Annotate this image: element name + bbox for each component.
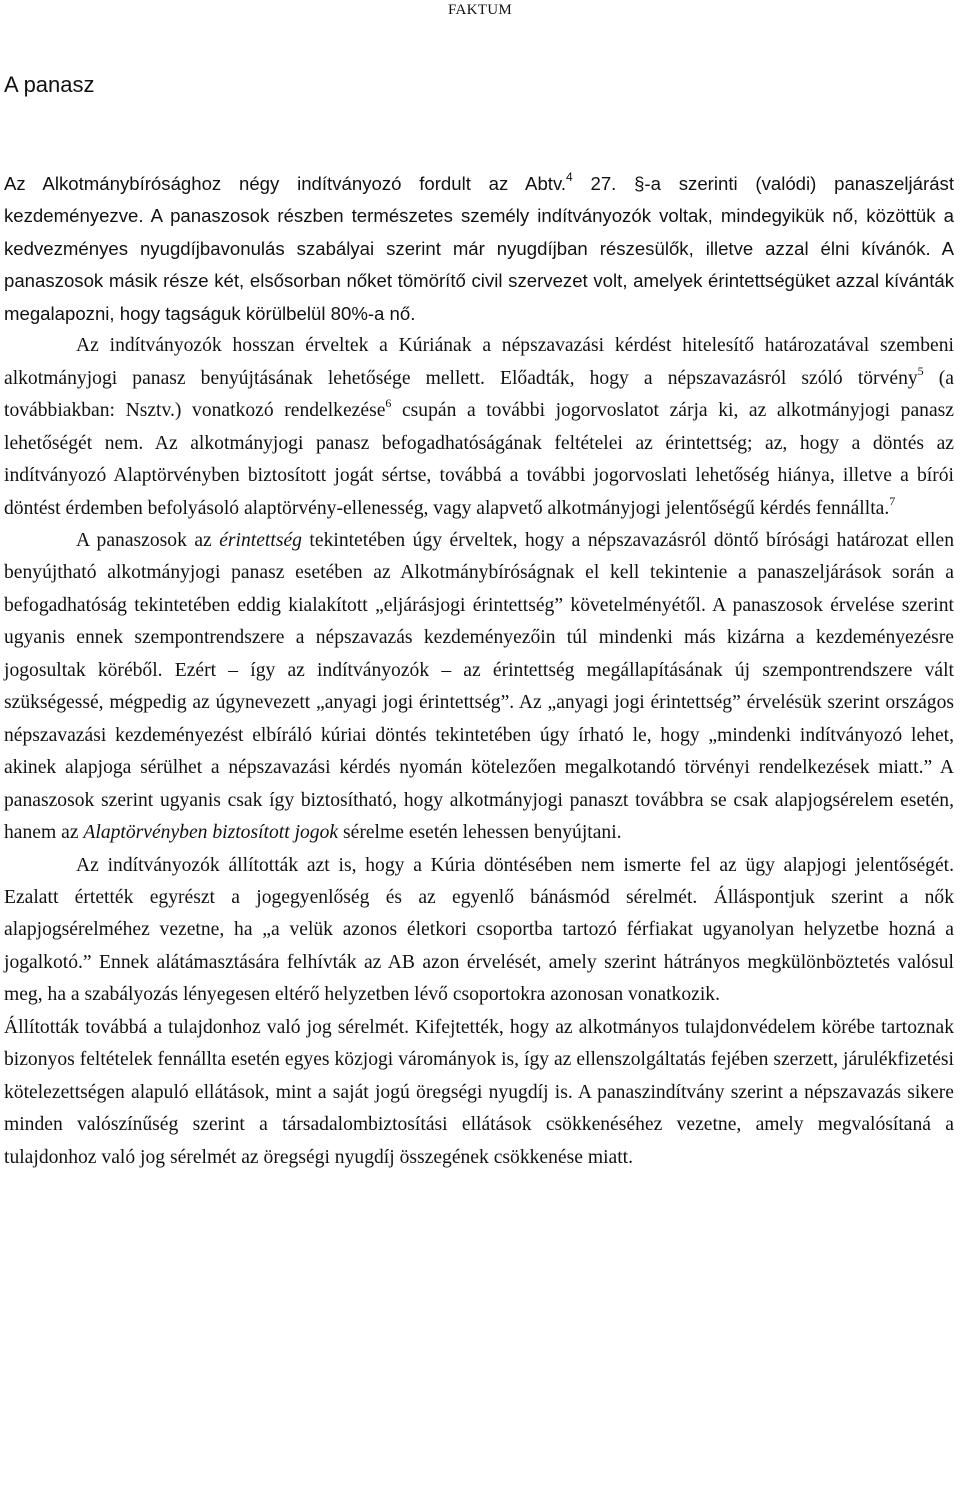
footnote-ref-5[interactable]: 5 [917,363,924,378]
paragraph-3-text-b: tekintetében úgy érveltek, hogy a népszavazásról döntő bírósági határozat ellen benyújtható alkotmányjogi panasz esetében az Alkotmánybíróságnak el kell tekintenie a panaszeljárások során a befogadhatóság tekintetében eddig kialakított „eljárásjogi érintettség” követelményétől. A panaszosok érvelése szerint ugyanis ennek szempontrendszere a népszavazás kezdeményezőin túl mindenki más kizárna a kezdeményezésre jogosultak köréből. Ezért – így az indítványozók – az érintettség megállapításának új szempontrendszere vált szükségessé, mégpedig az úgynevezett „anyagi jogi érintettség”. Az „anyagi jogi érintettség” érvelésük szerint országos népszavazási kezdeményezést elbíráló kúriai döntés tekintetében úgy írható le, hogy „mindenki indítványozó lehet, akinek alapjoga sérülhet a népszavazási kérdés nyomán kötelezően megalkotandó törvényi rendelkezések miatt.” A panaszosok szerint ugyanis csak így biztosítható, hogy alkotmányjogi panaszt továbbra se csak alapjogsérelem esetén, hanem az [4,529,954,844]
paragraph-4-text: Az indítványozók állították azt is, hogy a Kúria döntésében nem ismerte fel az ügy alapjogi jelentőségét. Ezalatt értették egyrészt a jogegyenlőség és az egyenlő bánásmód sérelmét. Álláspontjuk szerint a nők alapjogsérelméhez vezetne, ha „a velük azonos életkori csoportba tartozó férfiakat ugyanolyan helyzetbe hozná a jogalkotó.” Ennek alátámasztására felhívták az AB azon érvelését, amely szerint hátrányos megkülönböztetés valósul meg, ha a szabályozás lényegesen eltérő helyzetben lévő csoportokra azonosan vonatkozik. [4,854,954,1006]
running-header [0,2,960,19]
paragraph-1 [4,168,954,330]
paragraph-2-text-c: csupán a további jogorvoslatot zárja ki, az alkotmányjogi panasz lehetőségét nem. Az alkotmányjogi panasz befogadhatóságának feltételei az érintettség; az, hogy a döntés az indítványozó Alaptörvényben biztosított jogát sértse, továbbá a további jogorvoslati lehetőség hiánya, illetve a bírói döntést érdemben befolyásoló alaptörvény-ellenesség, vagy alapvető alkotmányjogi jelentőségű kérdés fennállta. [4,400,954,519]
paragraph-2 [4,330,954,525]
section-title: A panasz [4,72,95,97]
paragraph-5 [4,1012,954,1174]
paragraph-3-emphasis-a: érintettség [219,529,302,551]
paragraph-2-text-a: Az indítványozók hosszan érveltek a Kúriának a népszavazási kérdést hitelesítő határozatával szembeni alkotmányjogi panasz benyújtásának lehetősége mellett. Előadták, hogy a népszavazásról szóló törvény [4,335,954,389]
paragraph-3-emphasis-b: Alaptörvényben biztosított jogok [83,822,339,844]
paragraph-3-text-c: sérelme esetén lehessen benyújtani. [338,822,622,844]
paragraph-1-text-a: Az Alkotmánybírósághoz négy indítványozó fordult az Abtv. [4,173,567,194]
footnote-ref-6[interactable]: 6 [385,396,392,411]
paragraph-3-text-a: A panaszosok az [76,529,220,551]
footnote-ref-7[interactable]: 7 [889,493,896,508]
paragraph-2-text-b: (a továbbiakban: Nsztv.) vonatkozó rendelkezése [4,367,954,422]
paragraph-1-text-b: 27. §-a szerinti (valódi) panaszeljárást kezdeményezve. A panaszosok részben természetes személy indítványozók voltak, mindegyikük nő, közöttük a kedvezményes nyugdíjbavonulás szabályai szerint már nyugdíjban részesülők, illetve azzal élni kívánók. A panaszosok másik része két, elsősorban nőket tömörítő civil szervezet volt, amelyek érintettségüket azzal kívánták megalapozni, hogy tagságuk körülbelül 80%-a nő. [4,173,954,324]
paragraph-3 [4,525,954,850]
paragraph-5-text: Állították továbbá a tulajdonhoz való jog sérelmét. Kifejtették, hogy az alkotmányos tulajdonvédelem körébe tartoznak bizonyos feltételek fennállta esetén egyes közjogi várományok is, így az ellenszolgáltatás fejében szerzett, járulékfizetési kötelezettségen alapuló ellátások, mint a saját jogú öregségi nyugdíj is. A panaszindítvány szerint a népszavazás sikere minden valószínűség szerint a társadalombiztosítási ellátások csökkenéséhez vezetne, amely megvalósítaná a tulajdonhoz való jog sérelmét az öregségi nyugdíj összegének csökkenése miatt. [4,1016,954,1168]
running-header-title: FAKTUM [447,2,513,18]
footnote-ref-4[interactable]: 4 [566,170,573,184]
paragraph-4 [4,850,954,1012]
document-body [4,168,954,1174]
